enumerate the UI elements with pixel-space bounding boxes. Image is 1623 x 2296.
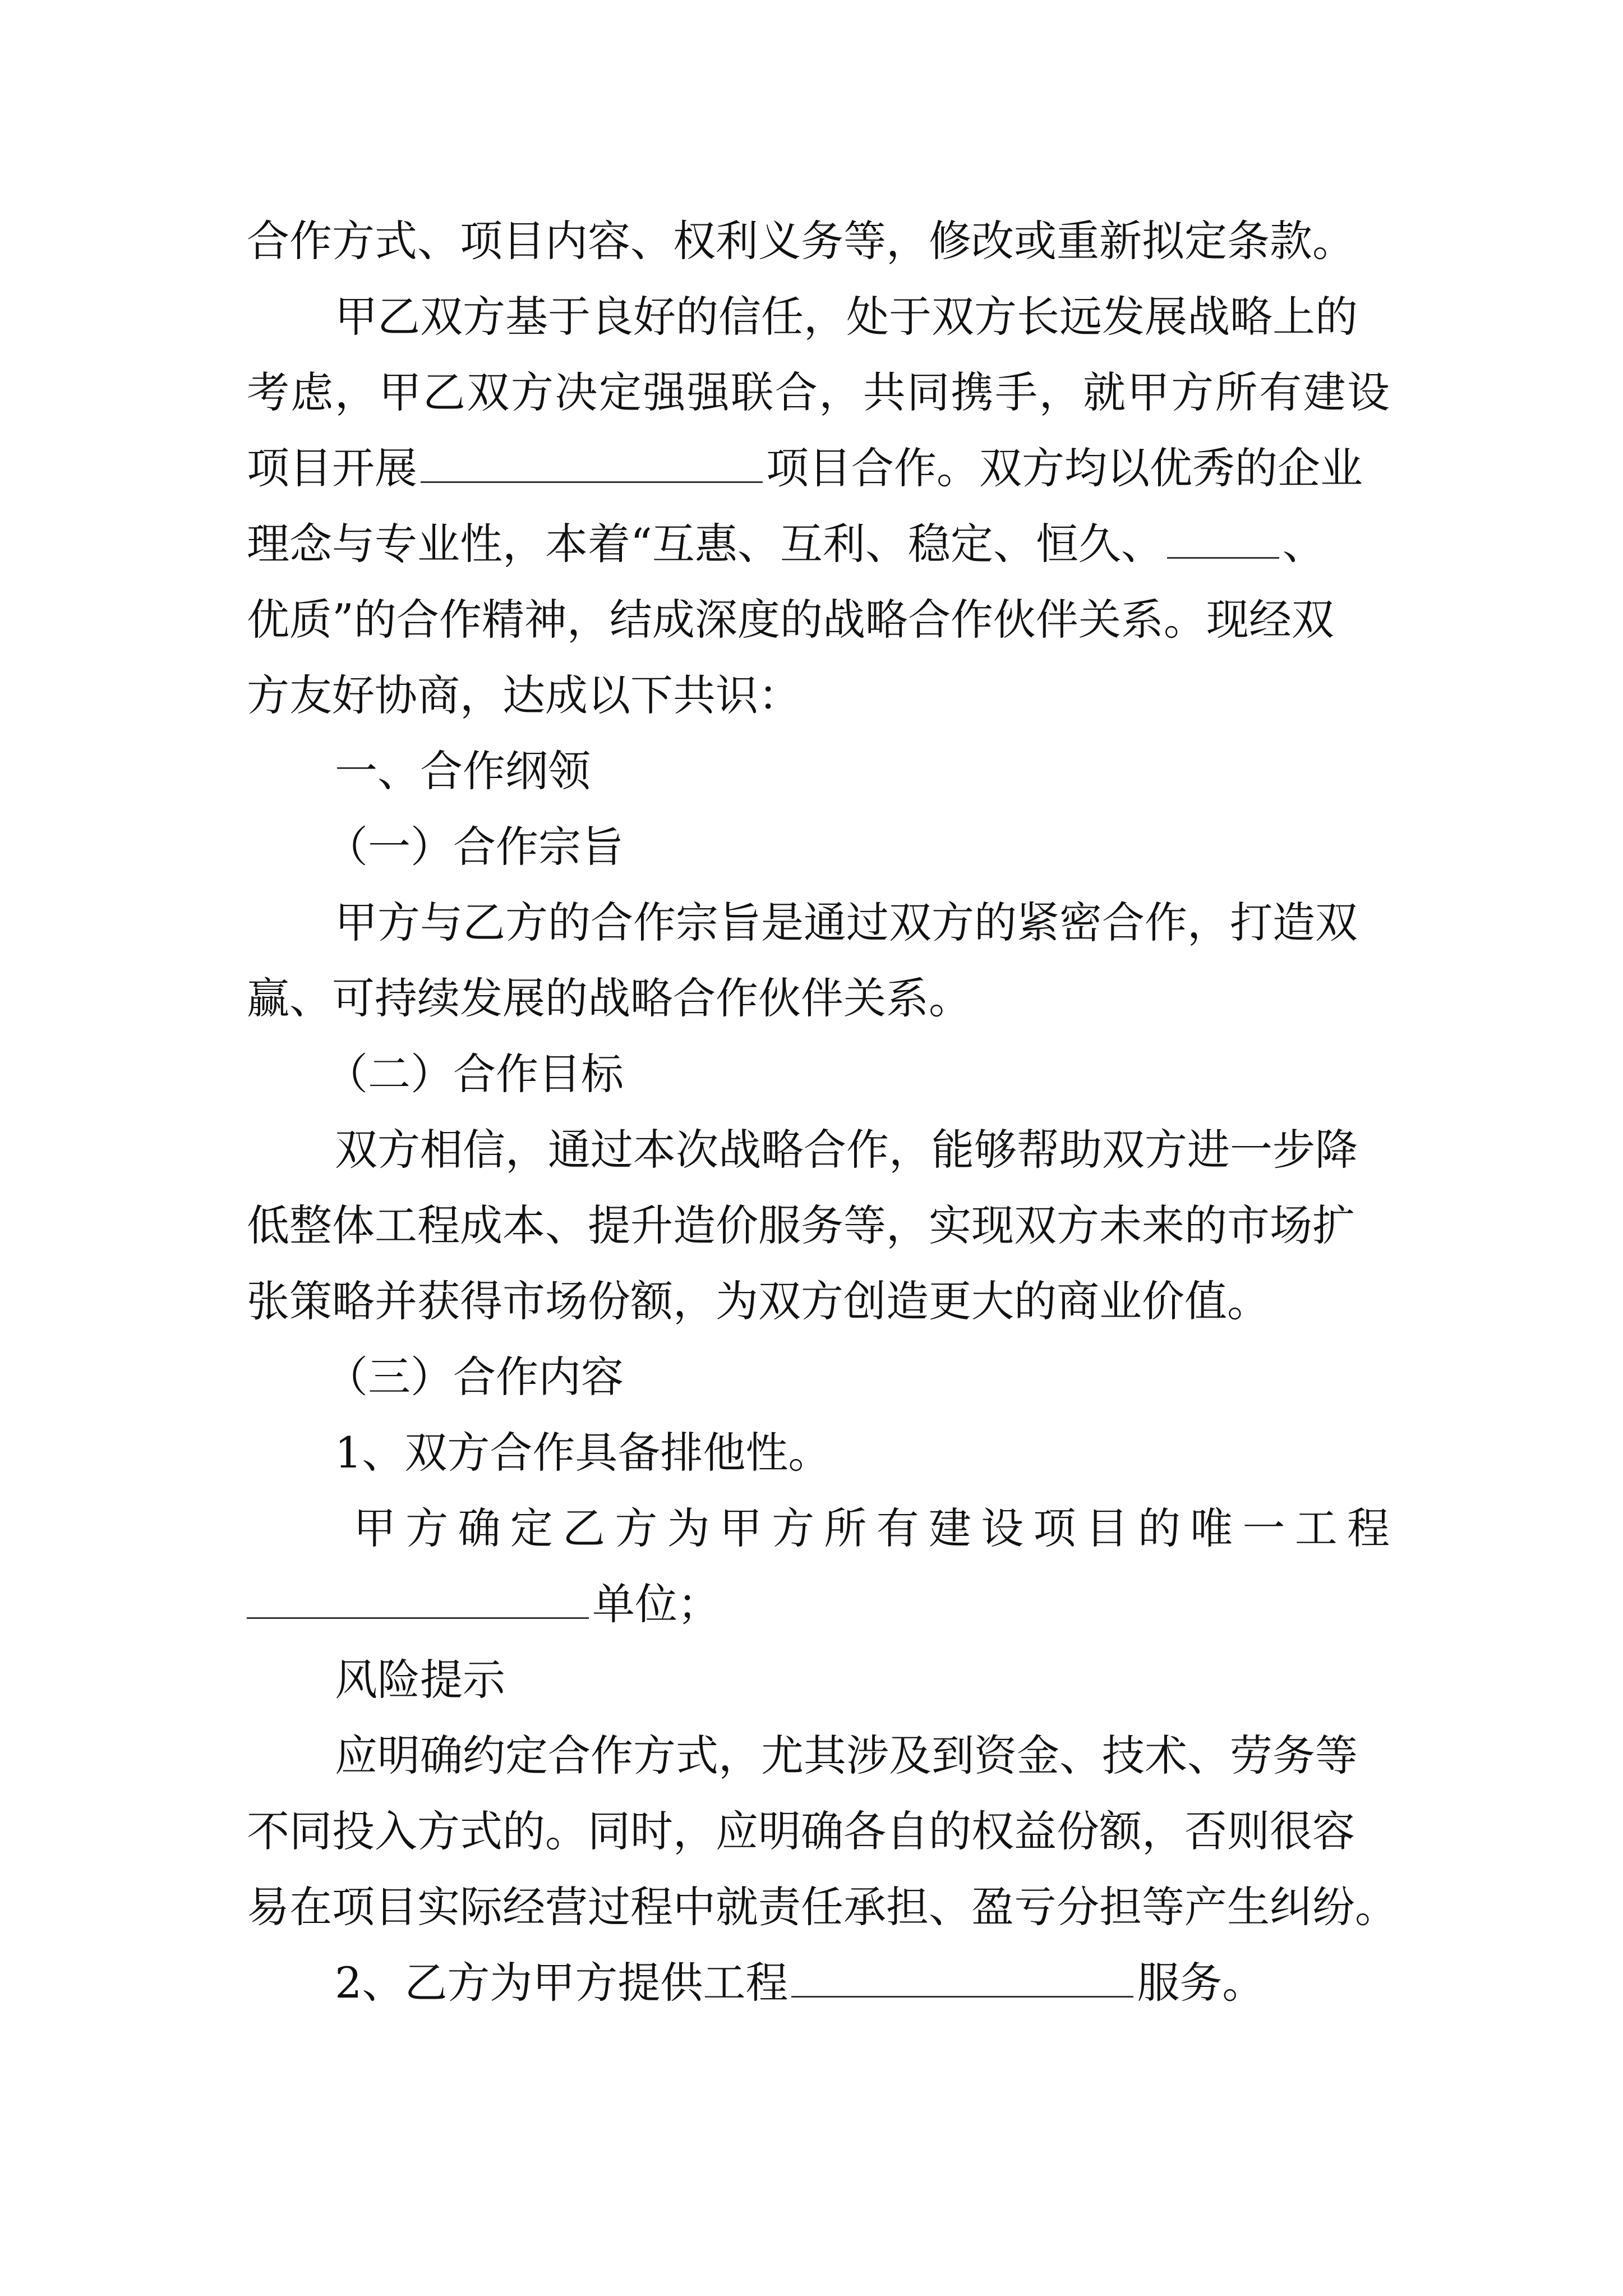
paragraph-line: [247, 1573, 1391, 1635]
paragraph-line: 方友好协商，达成以下共识：: [247, 670, 801, 720]
paragraph-line: 甲方确定乙方为甲方所有建设项目的唯一工程: [353, 1503, 1391, 1553]
paragraph-line: 不同投入方式的。同时，应明确各自的权益份额，否则很容: [247, 1806, 1355, 1856]
paragraph-line: 双方相信，通过本次战略合作，能够帮助双方进一步降: [335, 1125, 1358, 1175]
text-fragment: 理念与专业性，本着“互惠、互利、稳定、恒久、: [247, 519, 1164, 569]
paragraph-line: 甲乙双方基于良好的信任，处于双方长远发展战略上的: [335, 292, 1358, 342]
text-fragment: 单位；: [592, 1579, 720, 1629]
paragraph-line: 考虑，甲乙双方决定强强联合，共同携手，就甲方所有建设: [247, 367, 1391, 417]
text-fragment: 、: [1282, 519, 1325, 569]
paragraph-line: 易在项目实际经营过程中就责任承担、盈亏分担等产生纠纷。: [247, 1882, 1398, 1932]
risk-notice-heading: 风险提示: [335, 1655, 505, 1705]
paragraph-line: 合作方式、项目内容、权利义务等，修改或重新拟定条款。: [247, 216, 1355, 266]
list-item: 1、双方合作具备排他性。: [335, 1428, 831, 1478]
text-fragment: 项目合作。双方均以优秀的企业: [766, 443, 1363, 493]
paragraph-line: 张策略并获得市场份额，为双方创造更大的商业价值。: [247, 1276, 1270, 1326]
subsection-heading: （一）合作宗旨: [325, 822, 624, 872]
list-item: [335, 1952, 1391, 2014]
subsection-heading: （二）合作目标: [325, 1049, 624, 1099]
paragraph-line: 甲方与乙方的合作宗旨是通过双方的紧密合作，打造双: [335, 898, 1358, 947]
paragraph-line: [247, 438, 1391, 499]
fill-in-blank[interactable]: [247, 1613, 589, 1619]
paragraph-line: 赢、可持续发展的战略合作伙伴关系。: [247, 973, 971, 1023]
section-heading: 一、合作纲领: [335, 746, 591, 796]
fill-in-blank[interactable]: [1167, 553, 1279, 559]
paragraph-line: 低整体工程成本、提升造价服务等，实现双方未来的市场扩: [247, 1200, 1355, 1250]
text-fragment: 2、乙方为甲方提供工程: [335, 1958, 789, 2008]
paragraph-line: 优质”的合作精神，结成深度的战略合作伙伴关系。现经双: [247, 595, 1334, 645]
paragraph-line: 应明确约定合作方式，尤其涉及到资金、技术、劳务等: [335, 1731, 1358, 1780]
subsection-heading: （三）合作内容: [325, 1352, 624, 1402]
text-fragment: 服务。: [1137, 1958, 1265, 2008]
fill-in-blank[interactable]: [421, 477, 763, 483]
paragraph-line: [247, 513, 1391, 575]
text-fragment: 项目开展: [247, 443, 417, 493]
fill-in-blank[interactable]: [791, 1991, 1133, 1998]
